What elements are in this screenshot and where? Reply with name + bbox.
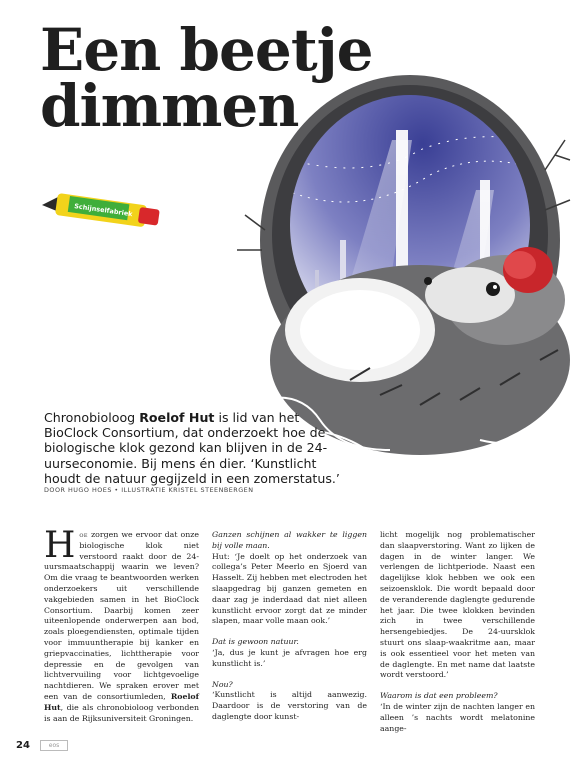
answer: licht mogelijk nog problematischer dan slaapverstoring. Want zo lijken de dagen in de winter langer. We verlengen de lichtperiode. Naast een dagelijkse klok hebben we ook een seizoensklok. Die wordt bepaald door de veranderende daglengte gedurende het jaar. Die twee klokken bevinden zich in twee verschillende hersengebiedjes. De 24-uursklok stuurt ons slaap-waakritme aan, maar is ook essentieel voor het meten van de daglengte. En met name dat laatste wordt verstoord.’	[380, 530, 535, 680]
article-column-1: Hoe zorgen we ervoor dat onze biologische klok niet verstoord raakt door de 24-uursmaatschappij waarin we leven? Om die vraag te beantwoorden werken onderzoekers uit verschillende vakgebieden samen in het BioClock Consortium. Daarbij komen zeer uiteenlopende onderwerpen aan bod, zoals ploegendiensten, optimale tijden voor immuuntherapie bij kanker en griepvaccinaties, lichttherapie voor depressie en de gevolgen van lichtvervuiling voor lichtgevoelige nachtdieren. We spraken erover met een van de consortiumleden, Roelof Hut, die als chronobioloog verbonden is aan de Rijksuniversiteit Groningen.	[44, 525, 199, 723]
page-title	[40, 16, 373, 140]
article-column-3	[380, 530, 535, 734]
svg-text:Schijnselfabriek: Schijnselfabriek	[73, 202, 134, 219]
question: Dat is gewoon natuur.	[212, 637, 299, 647]
question: Ganzen schijnen al wakker te liggen bij volle maan.	[212, 530, 367, 550]
question: Nou?	[212, 679, 233, 689]
answer: ‘Ja, dus je kunt je afvragen hoe erg kunstlicht is.’	[212, 647, 367, 668]
question: Waarom is dat een probleem?	[380, 691, 498, 701]
answer: Hut: ‘Je doelt op het onderzoek van collega’s Peter Meerlo en Sjoerd van Hasselt. Zij hebben met electroden het slaapgedrag bij ganzen gemeten en daar zag je inderdaad dat niet alleen kunstlicht ervoor zorgt dat ze minder slapen, maar volle maan ook.’	[212, 551, 368, 626]
title-line-2: dimmen	[40, 72, 299, 140]
title-line-1: Een beetje	[40, 16, 373, 84]
drop-cap: H	[44, 525, 76, 566]
magazine-logo: eos	[40, 740, 68, 751]
intro-name: Roelof Hut	[139, 410, 215, 425]
article-column-2	[212, 530, 367, 723]
intro-text: Chronobioloog Roelof Hut is lid van het BioClock Consortium, dat onderzoekt hoe de biologische klok gezond kan blijven in de 24-uurseconomie. Bij mens én dier. ‘Kunstlicht houdt de natuur gegijzeld in een zomerstatus.’	[44, 410, 340, 486]
answer: ‘Kunstlicht is altijd aanwezig. Daardoor is de verstoring van de daglengte door kunst-	[212, 690, 367, 721]
credits: DOOR HUGO HOES • ILLUSTRATIE KRISTEL STEENBERGEN	[44, 486, 254, 494]
candy-tube	[42, 193, 160, 227]
page-number: 24	[16, 740, 30, 751]
answer: ‘In de winter zijn de nachten langer en alleen ’s nachts wordt melatonine aange-	[380, 701, 535, 733]
